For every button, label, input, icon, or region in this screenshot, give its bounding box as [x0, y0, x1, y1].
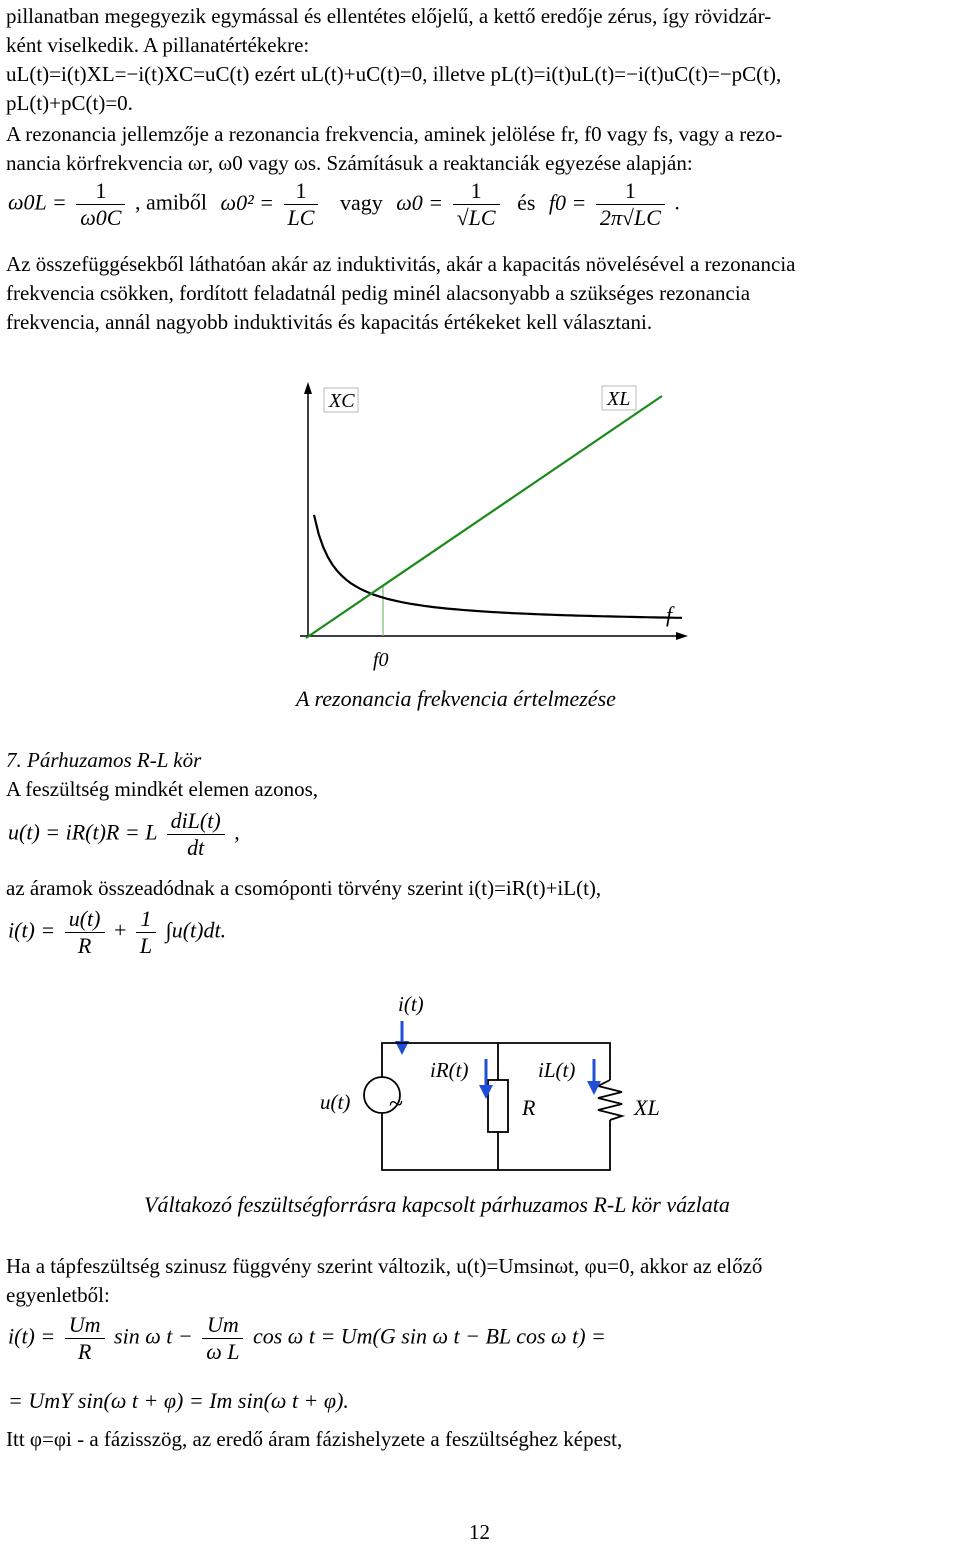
w0L-term: ω0L =	[8, 189, 67, 215]
denominator: R	[77, 1339, 92, 1364]
fraction-1-over-LC	[284, 178, 319, 231]
resonance-formula	[8, 178, 680, 231]
fraction-um-over-r	[65, 1312, 105, 1365]
plus-sign: +	[114, 917, 127, 943]
current-lhs: i(t) =	[8, 917, 56, 943]
fraction-1-over-sqrtLC	[453, 178, 500, 231]
denominator: R	[77, 933, 92, 958]
sin-lhs: i(t) =	[8, 1323, 56, 1349]
w0-term: ω0 =	[396, 189, 444, 215]
paragraph-intro-1: pillanatban megegyezik egymással és ellentétes előjelű, a kettő eredője zérus, így rövidzár-	[6, 4, 772, 28]
w0-squared-term: ω0² =	[220, 189, 275, 215]
xc-label: XC	[329, 390, 355, 412]
fraction-1-over-w0C	[76, 178, 125, 231]
ac-source-tilde-icon: ~	[389, 1089, 404, 1118]
denominator: ω L	[206, 1339, 240, 1364]
cos-term: cos ω t = Um(G sin ω t − BL cos ω t) =	[252, 1323, 606, 1349]
paragraph-sinusoidal-2: egyenletből:	[6, 1283, 110, 1307]
label-r: R	[522, 1095, 536, 1120]
denominator: LC	[287, 205, 315, 230]
voltage-lhs: u(t) = iR(t)R = L	[8, 819, 158, 845]
y-axis-arrow-icon	[304, 382, 312, 394]
fraction-u-over-R	[65, 906, 105, 959]
numerator: 1	[136, 906, 156, 933]
figure-caption-circuit: Váltakozó feszültségforrásra kapcsolt párhuzamos R-L kör vázlata	[144, 1192, 730, 1217]
numerator: 1	[596, 178, 665, 205]
series-xc-curve	[314, 515, 682, 618]
arrow-i-l-head-icon	[587, 1081, 601, 1095]
f0-term: f0 =	[548, 189, 587, 215]
resonance-chart	[280, 370, 700, 690]
label-i-r: iR(t)	[430, 1058, 469, 1082]
numerator: u(t)	[65, 906, 105, 933]
denominator: dt	[187, 835, 205, 860]
numerator: Um	[202, 1312, 243, 1339]
denominator: ω0C	[80, 205, 122, 230]
paragraph-resonance-2: nancia körfrekvencia ωr, ω0 vagy ωs. Számításuk a reaktanciák egyezése alapján:	[6, 151, 693, 175]
paragraph-conclusion-3: frekvencia, annál nagyobb induktivitás és kapacitás értékeket kell választani.	[6, 310, 653, 334]
x-axis-arrow-icon	[676, 632, 688, 640]
numerator: 1	[453, 178, 500, 205]
label-xl: XL	[634, 1095, 660, 1120]
fraction-1-over-2pisqrtLC	[596, 178, 665, 231]
series-xl-line	[306, 396, 662, 638]
parallel-rl-circuit	[300, 985, 700, 1185]
f0-label: f0	[373, 649, 389, 671]
numerator: diL(t)	[167, 808, 225, 835]
integral-term: ∫u(t)dt.	[165, 917, 227, 943]
paragraph-current: az áramok összeadódnak a csomóponti törvény szerint i(t)=iR(t)+iL(t),	[6, 876, 602, 900]
label-i-total: i(t)	[398, 992, 424, 1016]
equation-line-1: uL(t)=i(t)XL=−i(t)XC=uC(t) ezért uL(t)+uC(t)=0, illetve pL(t)=i(t)uL(t)=−i(t)uC(t)=−pC(t),	[6, 62, 782, 86]
voltage-formula	[8, 808, 240, 861]
paragraph-intro-2: ként viselkedik. A pillanatértékekre:	[6, 33, 310, 57]
denominator: L	[139, 933, 153, 958]
label-i-l: iL(t)	[538, 1058, 576, 1082]
denominator: 2π√LC	[599, 205, 661, 230]
x-axis-label: f	[666, 602, 673, 627]
numerator: Um	[65, 1312, 105, 1339]
fraction-1-over-L	[136, 906, 156, 959]
page-number: 12	[469, 1520, 490, 1544]
comma: ,	[234, 819, 240, 845]
xl-label: XL	[607, 388, 631, 410]
paragraph-sinusoidal-1: Ha a tápfeszültség szinusz függvény szerint változik, u(t)=Umsinωt, φu=0, akkor az előző	[6, 1254, 763, 1278]
sinusoidal-formula-1	[8, 1312, 606, 1365]
denominator: √LC	[456, 205, 496, 230]
wire-top	[382, 1043, 610, 1080]
sinusoidal-formula-2: = UmY sin(ω t + φ) = Im sin(ω t + φ).	[8, 1388, 349, 1413]
inductor-zigzag	[598, 1080, 622, 1120]
sin-term: sin ω t −	[114, 1323, 193, 1349]
es-text: és	[517, 189, 536, 215]
paragraph-resonance-1: A rezonancia jellemzője a rezonancia frekvencia, aminek jelölése fr, f0 vagy fs, vagy a rezo-	[6, 122, 783, 146]
equation-line-2: pL(t)+pC(t)=0.	[6, 91, 133, 115]
fraction-diL-dt	[167, 808, 225, 861]
figure-caption-resonance: A rezonancia frekvencia értelmezése	[296, 686, 616, 711]
period: .	[674, 189, 680, 215]
fraction-um-over-wl	[202, 1312, 243, 1365]
paragraph-voltage: A feszültség mindkét elemen azonos,	[6, 777, 318, 801]
section-title: 7. Párhuzamos R-L kör	[6, 748, 202, 772]
numerator: 1	[76, 178, 125, 205]
numerator: 1	[284, 178, 319, 205]
label-u-source: u(t)	[320, 1090, 351, 1114]
amibol-text: , amiből	[134, 189, 208, 215]
current-formula	[8, 906, 226, 959]
paragraph-conclusion-2: frekvencia csökken, fordított feladatnál pedig minél alacsonyabb a szükséges rezonancia	[6, 281, 751, 305]
paragraph-phase: Itt φ=φi - a fázisszög, az eredő áram fázishelyzete a feszültséghez képest,	[6, 1427, 623, 1451]
vagy-text: vagy	[339, 189, 383, 215]
paragraph-conclusion-1: Az összefüggésekből láthatóan akár az induktivitás, akár a kapacitás növelésével a rezonancia	[6, 252, 796, 276]
